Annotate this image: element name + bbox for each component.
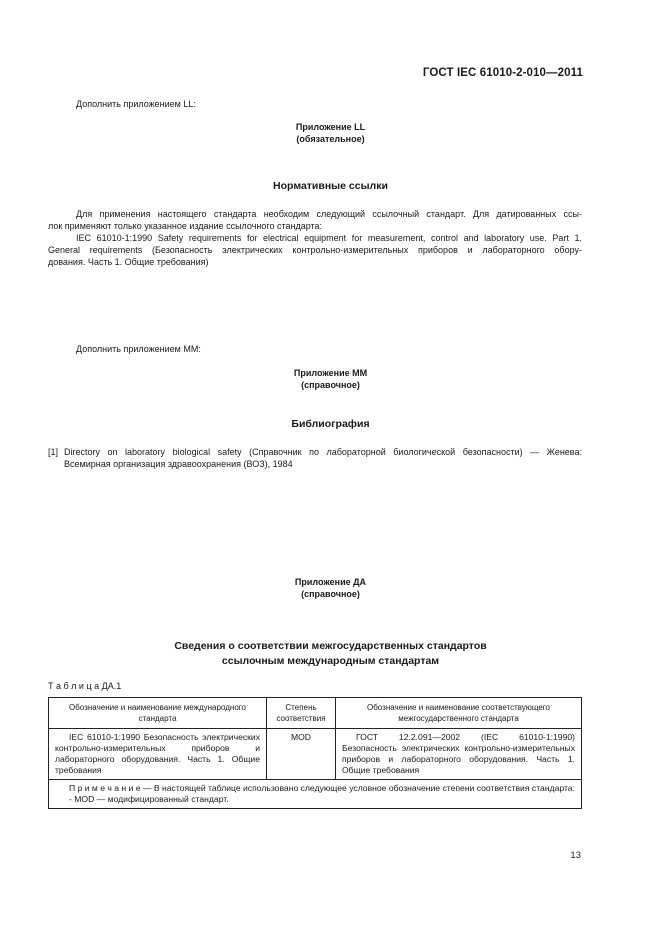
- bib-entry: [64, 446, 582, 470]
- table-header-row: [49, 698, 582, 729]
- bib-line: Directory on laboratory biological safety (Справочник по лабораторной биологической безопасности) — Женева:: [64, 447, 582, 457]
- normative-references-heading: Нормативные ссылки: [273, 180, 388, 192]
- para-line: Для применения настоящего стандарта необходим следующий ссылочный стандарт. Для датированных ссы-: [76, 209, 582, 219]
- cell-interstate: ГОСТ 12.2.091—2002 (IEC 61010-1:1990) Безопасность электрических контрольно-измерительных приборов и лабораторного оборудования. Часть 1. Общие требования: [336, 729, 582, 780]
- annex-ll-status: (обязательное): [296, 134, 365, 144]
- annex-mm-status: (справочное): [301, 380, 360, 390]
- bib-number: [1]: [48, 447, 59, 457]
- annex-mm-title: Приложение ММ: [293, 368, 368, 378]
- cell-note: [49, 780, 582, 809]
- annex-da-title: Приложение ДА: [294, 577, 367, 587]
- standard-code: ГОСТ IEC 61010-2-010—2011: [422, 67, 583, 79]
- correspondence-heading: [0, 639, 661, 669]
- heading-line: ссылочным международным стандартам: [221, 655, 440, 667]
- cell-degree: MOD: [267, 729, 336, 780]
- table-header-degree: Степень соответствия: [267, 698, 336, 729]
- cell-international: IEC 61010-1:1990 Безопасность электрических контрольно-измерительных приборов и лабораторного оборудования. Часть 1. Общие требования: [49, 729, 267, 780]
- bibliography-heading: Библиография: [291, 418, 370, 430]
- note-text: П р и м е ч а н и е — В настоящей таблице использовано следующее условное обозначение степени соответствия стандарта:: [69, 783, 575, 793]
- page-number: 13: [570, 850, 581, 861]
- para-line: лок применяют только указанное издание ссылочного стандарта:: [48, 221, 323, 231]
- para-line: General requirements (Безопасность электрических контрольно-измерительных приборов и лабораторного обору-: [48, 245, 582, 255]
- table-header-interstate: Обозначение и наименование соответствующего межгосударственного стандарта: [336, 698, 582, 729]
- annex-ll-title: Приложение LL: [295, 122, 366, 132]
- annex-mm-intro: Дополнить приложением ММ:: [76, 344, 201, 354]
- annex-ll-intro: Дополнить приложением LL:: [76, 99, 196, 109]
- para-line: дования. Часть 1. Общие требования): [48, 257, 209, 267]
- annex-da-status: (справочное): [301, 589, 360, 599]
- normative-references-paragraph: [48, 208, 582, 268]
- heading-line: Сведения о соответствии межгосударственных стандартов: [174, 640, 487, 652]
- correspondence-table: [48, 697, 582, 809]
- bib-line: Всемирная организация здравоохранения (ВОЗ), 1984: [64, 459, 293, 469]
- note-legend: - MOD — модифицированный стандарт.: [69, 794, 229, 804]
- table-caption: Т а б л и ц а ДА.1: [48, 681, 122, 691]
- table-note-row: [49, 780, 582, 809]
- table-header-international: Обозначение и наименование международного стандарта: [49, 698, 267, 729]
- table-row: [49, 729, 582, 780]
- para-line: IEC 61010-1:1990 Safety requirements for electrical equipment for measurement, control and laboratory use. Part 1.: [76, 233, 582, 243]
